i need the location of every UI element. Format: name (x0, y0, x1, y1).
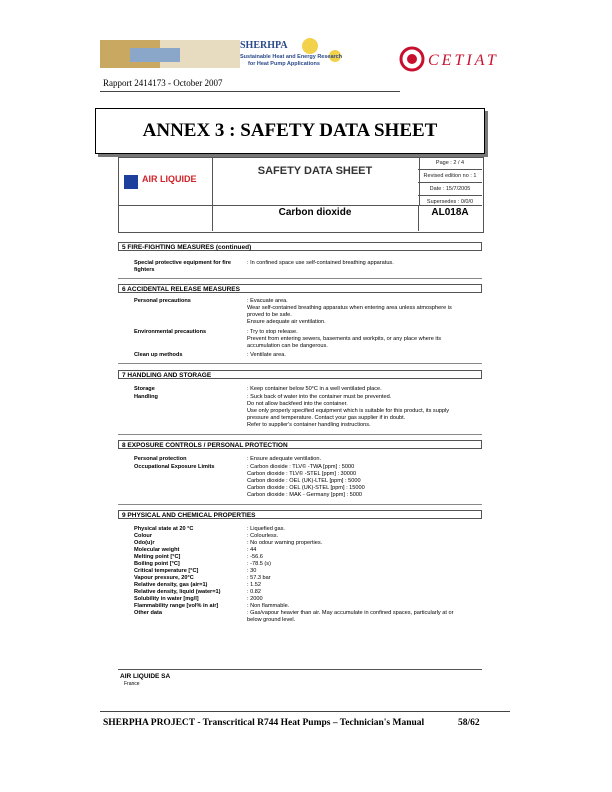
label-fire-equipment-cont: fighters (134, 267, 155, 273)
text-line: Carbon dioxide : OEL (UK)-STEL [ppm] : 15000 (247, 485, 365, 491)
property-value: : -56.6 (247, 554, 263, 560)
property-label: Colour (134, 533, 153, 539)
property-label: Relative density, gas (air=1) (134, 582, 208, 588)
value-exposure-limits (247, 464, 479, 499)
label-handling: Handling (134, 394, 158, 400)
property-label: Vapour pressure, 20°C (134, 575, 194, 581)
property-label: Boiling point [°C] (134, 561, 180, 567)
value-personal-precautions (247, 298, 479, 326)
property-value: below ground level. (247, 617, 296, 623)
footer-title: SHERPHA PROJECT - Transcritical R744 Heat Pumps – Technician's Manual (103, 718, 425, 728)
property-value: : 2000 (247, 596, 263, 602)
text-line: : Try to stop release. (247, 329, 298, 335)
property-label: Flammability range [vol% in air] (134, 603, 219, 609)
logo-tagline-1: Sustainable Heat and Energy Research (240, 54, 343, 60)
brand-name: AIR LIQUIDE (142, 174, 197, 184)
property-values (247, 526, 479, 624)
text-line: : Carbon dioxide : TLV© -TWA [ppm] : 5000 (247, 464, 355, 470)
meta-supersedes: Supersedes : 0/0/0 (426, 199, 474, 205)
section-8-header: 8 EXPOSURE CONTROLS / PERSONAL PROTECTION (118, 440, 482, 449)
label-personal-precautions: Personal precautions (134, 298, 191, 304)
property-label: Melting point [°C] (134, 554, 181, 560)
text-line: accumulation can be dangerous. (247, 343, 328, 349)
cetiat-logo (398, 44, 518, 74)
meta-date: Date : 15/7/2005 (418, 183, 482, 196)
text-line: pressure and temperature. Contact your gas supplier if in doubt. (247, 415, 406, 421)
property-value: : 0.82 (247, 589, 261, 595)
label-clean-up: Clean up methods (134, 352, 183, 358)
label-fire-equipment: Special protective equipment for fire (134, 260, 231, 266)
property-label: Odo(u)r (134, 540, 155, 546)
section-9-header: 9 PHYSICAL AND CHEMICAL PROPERTIES (118, 510, 482, 519)
value-fire-equipment: : In confined space use self-contained breathing apparatus. (247, 260, 394, 266)
section-7-header: 7 HANDLING AND STORAGE (118, 370, 482, 379)
property-value: : Colourless. (247, 533, 279, 539)
section-6-header: 6 ACCIDENTAL RELEASE MEASURES (118, 284, 482, 293)
property-value: : 44 (247, 547, 257, 553)
label-exposure-limits: Occupational Exposure Limits (134, 464, 215, 470)
property-label: Solubility in water [mg/l] (134, 596, 199, 602)
annex-title: ANNEX 3 : SAFETY DATA SHEET (142, 120, 438, 141)
label-storage: Storage (134, 386, 155, 392)
value-handling (247, 394, 479, 429)
property-value: : Gas/vapour heavier than air. May accumulate in confined spaces, particularly at or (247, 610, 454, 616)
meta-revision: Revised edition no : 1 (418, 170, 482, 183)
text-line: Do not allow backfeed into the container. (247, 401, 348, 407)
company-country: France (124, 681, 140, 687)
value-clean-up: : Ventilate area. (247, 352, 286, 358)
meta-page: Page : 2 / 4 (418, 157, 482, 170)
label-environmental-precautions: Environmental precautions (134, 329, 207, 335)
product-code: AL018A (431, 207, 469, 218)
sds-meta (418, 157, 482, 208)
report-reference: Rapport 2414173 - October 2007 (103, 78, 223, 88)
property-label: Critical temperature [°C] (134, 568, 199, 574)
text-line: Carbon dioxide : OEL (UK)-LTEL [ppm] : 5000 (247, 478, 361, 484)
sherhpa-logo (100, 34, 350, 74)
text-line: Wear self-contained breathing apparatus when entering area unless atmosphere is (247, 305, 452, 311)
section-5-header: 5 FIRE-FIGHTING MEASURES (continued) (118, 242, 482, 251)
property-value: : 30 (247, 568, 257, 574)
property-value: : Liquefied gas. (247, 526, 285, 532)
footer-divider (100, 711, 510, 712)
cetiat-text: CETIAT (428, 52, 499, 69)
property-value: : 57.3 bar (247, 575, 271, 581)
sds-title: SAFETY DATA SHEET (257, 165, 373, 177)
header-divider (100, 91, 400, 92)
value-storage: : Keep container below 50°C in a well ventilated place. (247, 386, 382, 392)
logo-name: SHERHPA (240, 40, 288, 51)
property-value: : 1.52 (247, 582, 261, 588)
page-number: 58/62 (458, 718, 480, 728)
text-line: Carbon dioxide : MAK - Germany [ppm] : 5000 (247, 492, 363, 498)
section-divider (118, 363, 482, 364)
text-line: : Suck back of water into the container must be prevented. (247, 394, 392, 400)
property-label: Other data (134, 610, 162, 616)
property-value: : Non flammable. (247, 603, 290, 609)
text-line: proved to be safe. (247, 312, 292, 318)
property-value: : -78.5 (s) (247, 561, 271, 567)
company-name: AIR LIQUIDE SA (120, 673, 171, 680)
product-name: Carbon dioxide (278, 207, 352, 218)
value-environmental-precautions (247, 329, 479, 350)
logo-tagline-2: for Heat Pump Applications (248, 61, 320, 67)
property-label: Molecular weight (134, 547, 180, 553)
property-label: Physical state at 20 °C (134, 526, 194, 532)
text-line: Carbon dioxide : TLV© -STEL [ppm] : 30000 (247, 471, 357, 477)
section-divider (118, 504, 482, 505)
sds-footer-divider (118, 669, 482, 670)
section-divider (118, 434, 482, 435)
property-label: Relative density, liquid (water=1) (134, 589, 221, 595)
text-line: Prevent from entering sewers, basements and workpits, or any place where its (247, 336, 442, 342)
property-labels (134, 526, 220, 617)
text-line: Use only properly specified equipment which is suitable for this product, its supply (247, 408, 450, 414)
text-line: : Evacuate area. (247, 298, 288, 304)
text-line: Ensure adequate air ventilation. (247, 319, 326, 325)
text-line: Refer to supplier's container handling instructions. (247, 422, 371, 428)
sds-divider (118, 205, 482, 206)
section-divider (118, 278, 482, 279)
air-liquide-logo-icon (124, 175, 138, 189)
label-personal-protection: Personal protection (134, 456, 187, 462)
value-personal-protection: : Ensure adequate ventilation. (247, 456, 322, 462)
property-value: : No odour warning properties. (247, 540, 323, 546)
